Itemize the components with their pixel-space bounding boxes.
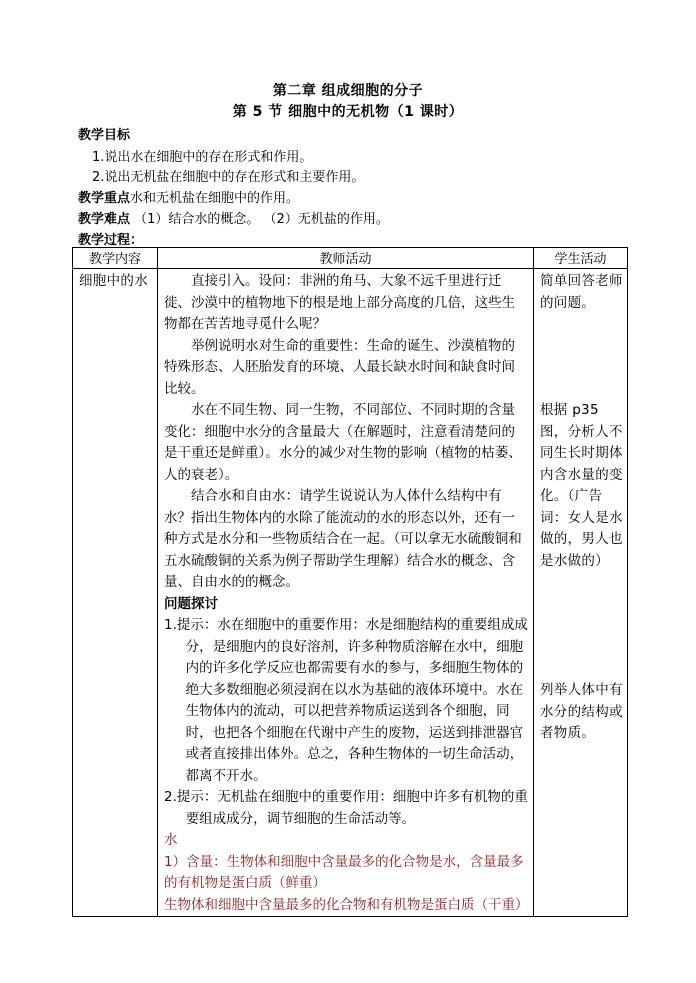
- process-label: 教学过程：: [78, 233, 144, 248]
- teacher-paragraph: 举例说明水对生命的重要性：生命的诞生、沙漠植物的特殊形态、人胚胎发育的环境、人最长缺水时间和缺食时间比较。: [164, 337, 515, 397]
- objective-item: 1.说出水在细胞中的存在形式和作用。: [92, 150, 313, 165]
- objective-item: 2.说出无机盐在细胞中的存在形式和主要作用。: [92, 170, 365, 185]
- difficulties-text: （1）结合水的概念。 （2）无机盐的作用。: [134, 212, 389, 227]
- content-point: 生物体和细胞中含量最多的化合物和有机物是蛋白质（干重）: [164, 896, 529, 913]
- student-activity: 列举人体中有水分的结构或者物质。: [540, 682, 623, 741]
- teacher-paragraph: 直接引入。设问：非洲的角马、大象不远千里进行迁徙、沙漠中的植物地下的根是地上部分高度的几倍，这些生物都在苦苦地寻觅什么呢？: [164, 273, 515, 332]
- teacher-cell: [158, 269, 534, 917]
- teacher-paragraph: 结合水和自由水：请学生说说认为人体什么结构中有水？指出生物体内的水除了能流动的水的形态以外，还有一种方式是水分和一些物质结合在一起。（可以拿无水硫酸铜和五水硫酸铜的关系为例子帮助学生理解）结合水的概念、含量、自由水的的概念。: [164, 488, 522, 590]
- table-row: [73, 269, 628, 917]
- student-activity: 简单回答老师的问题。: [540, 273, 623, 311]
- key-points-text: 水和无机盐在细胞中的作用。: [130, 191, 300, 206]
- header-student: 学生活动: [534, 248, 628, 269]
- lesson-table: [72, 247, 628, 917]
- difficulties: [78, 208, 389, 227]
- teacher-paragraph: 水在不同生物、同一生物，不同部位、不同时期的含量变化：细胞中水分的含量最大（在解题时，注意看清楚问的是干重还是鲜重）。水分的减少对生物的影响（植物的枯萎、人的衰老）。: [164, 402, 522, 483]
- key-points: [78, 187, 299, 206]
- section-title: 第 5 节 细胞中的无机物（1 课时）: [232, 104, 464, 120]
- table-header-row: [73, 248, 628, 269]
- student-activity: 根据 p35 图，分析人不同生长时期体内含水量的变化。（广告词：女人是水做的，男人也是水做的）: [540, 402, 623, 569]
- header-teacher: 教师活动: [158, 248, 534, 269]
- discussion-item: 2.提示：无机盐在细胞中的重要作用：细胞中许多有机物的重要组成成分，调节细胞的生命活动等。: [164, 789, 528, 827]
- content-text: 细胞中的水: [79, 273, 148, 289]
- water-label: 水: [164, 832, 178, 848]
- objectives-heading: 教学目标: [78, 128, 131, 143]
- content-point: 1）含量：生物体和细胞中含量最多的化合物是水，含量最多的有机物是蛋白质（鲜重）: [164, 853, 524, 891]
- header-content: 教学内容: [73, 248, 158, 269]
- discussion-item: 1.提示：水在细胞中的重要作用：水是细胞结构的重要组成成分，是细胞内的良好溶剂，许多种物质溶解在水中，细胞内的许多化学反应也都需要有水的参与，多细胞生物体的绝大多数细胞必须浸润在以水为基础的液体环境中。水在生物体内的流动，可以把营养物质运送到各个细胞，同时，也把各个细胞在代谢中产生的废物，运送到排泄器官或者直接排出体外。总之，各种生物体的一切生命活动，都离不开水。: [164, 617, 528, 784]
- key-points-label: 教学重点: [78, 191, 131, 206]
- student-cell: [534, 269, 628, 917]
- content-cell: [73, 269, 158, 917]
- difficulties-label: 教学难点: [78, 212, 131, 227]
- chapter-title: 第二章 组成细胞的分子: [272, 83, 424, 99]
- discussion-heading: 问题探讨: [164, 595, 218, 612]
